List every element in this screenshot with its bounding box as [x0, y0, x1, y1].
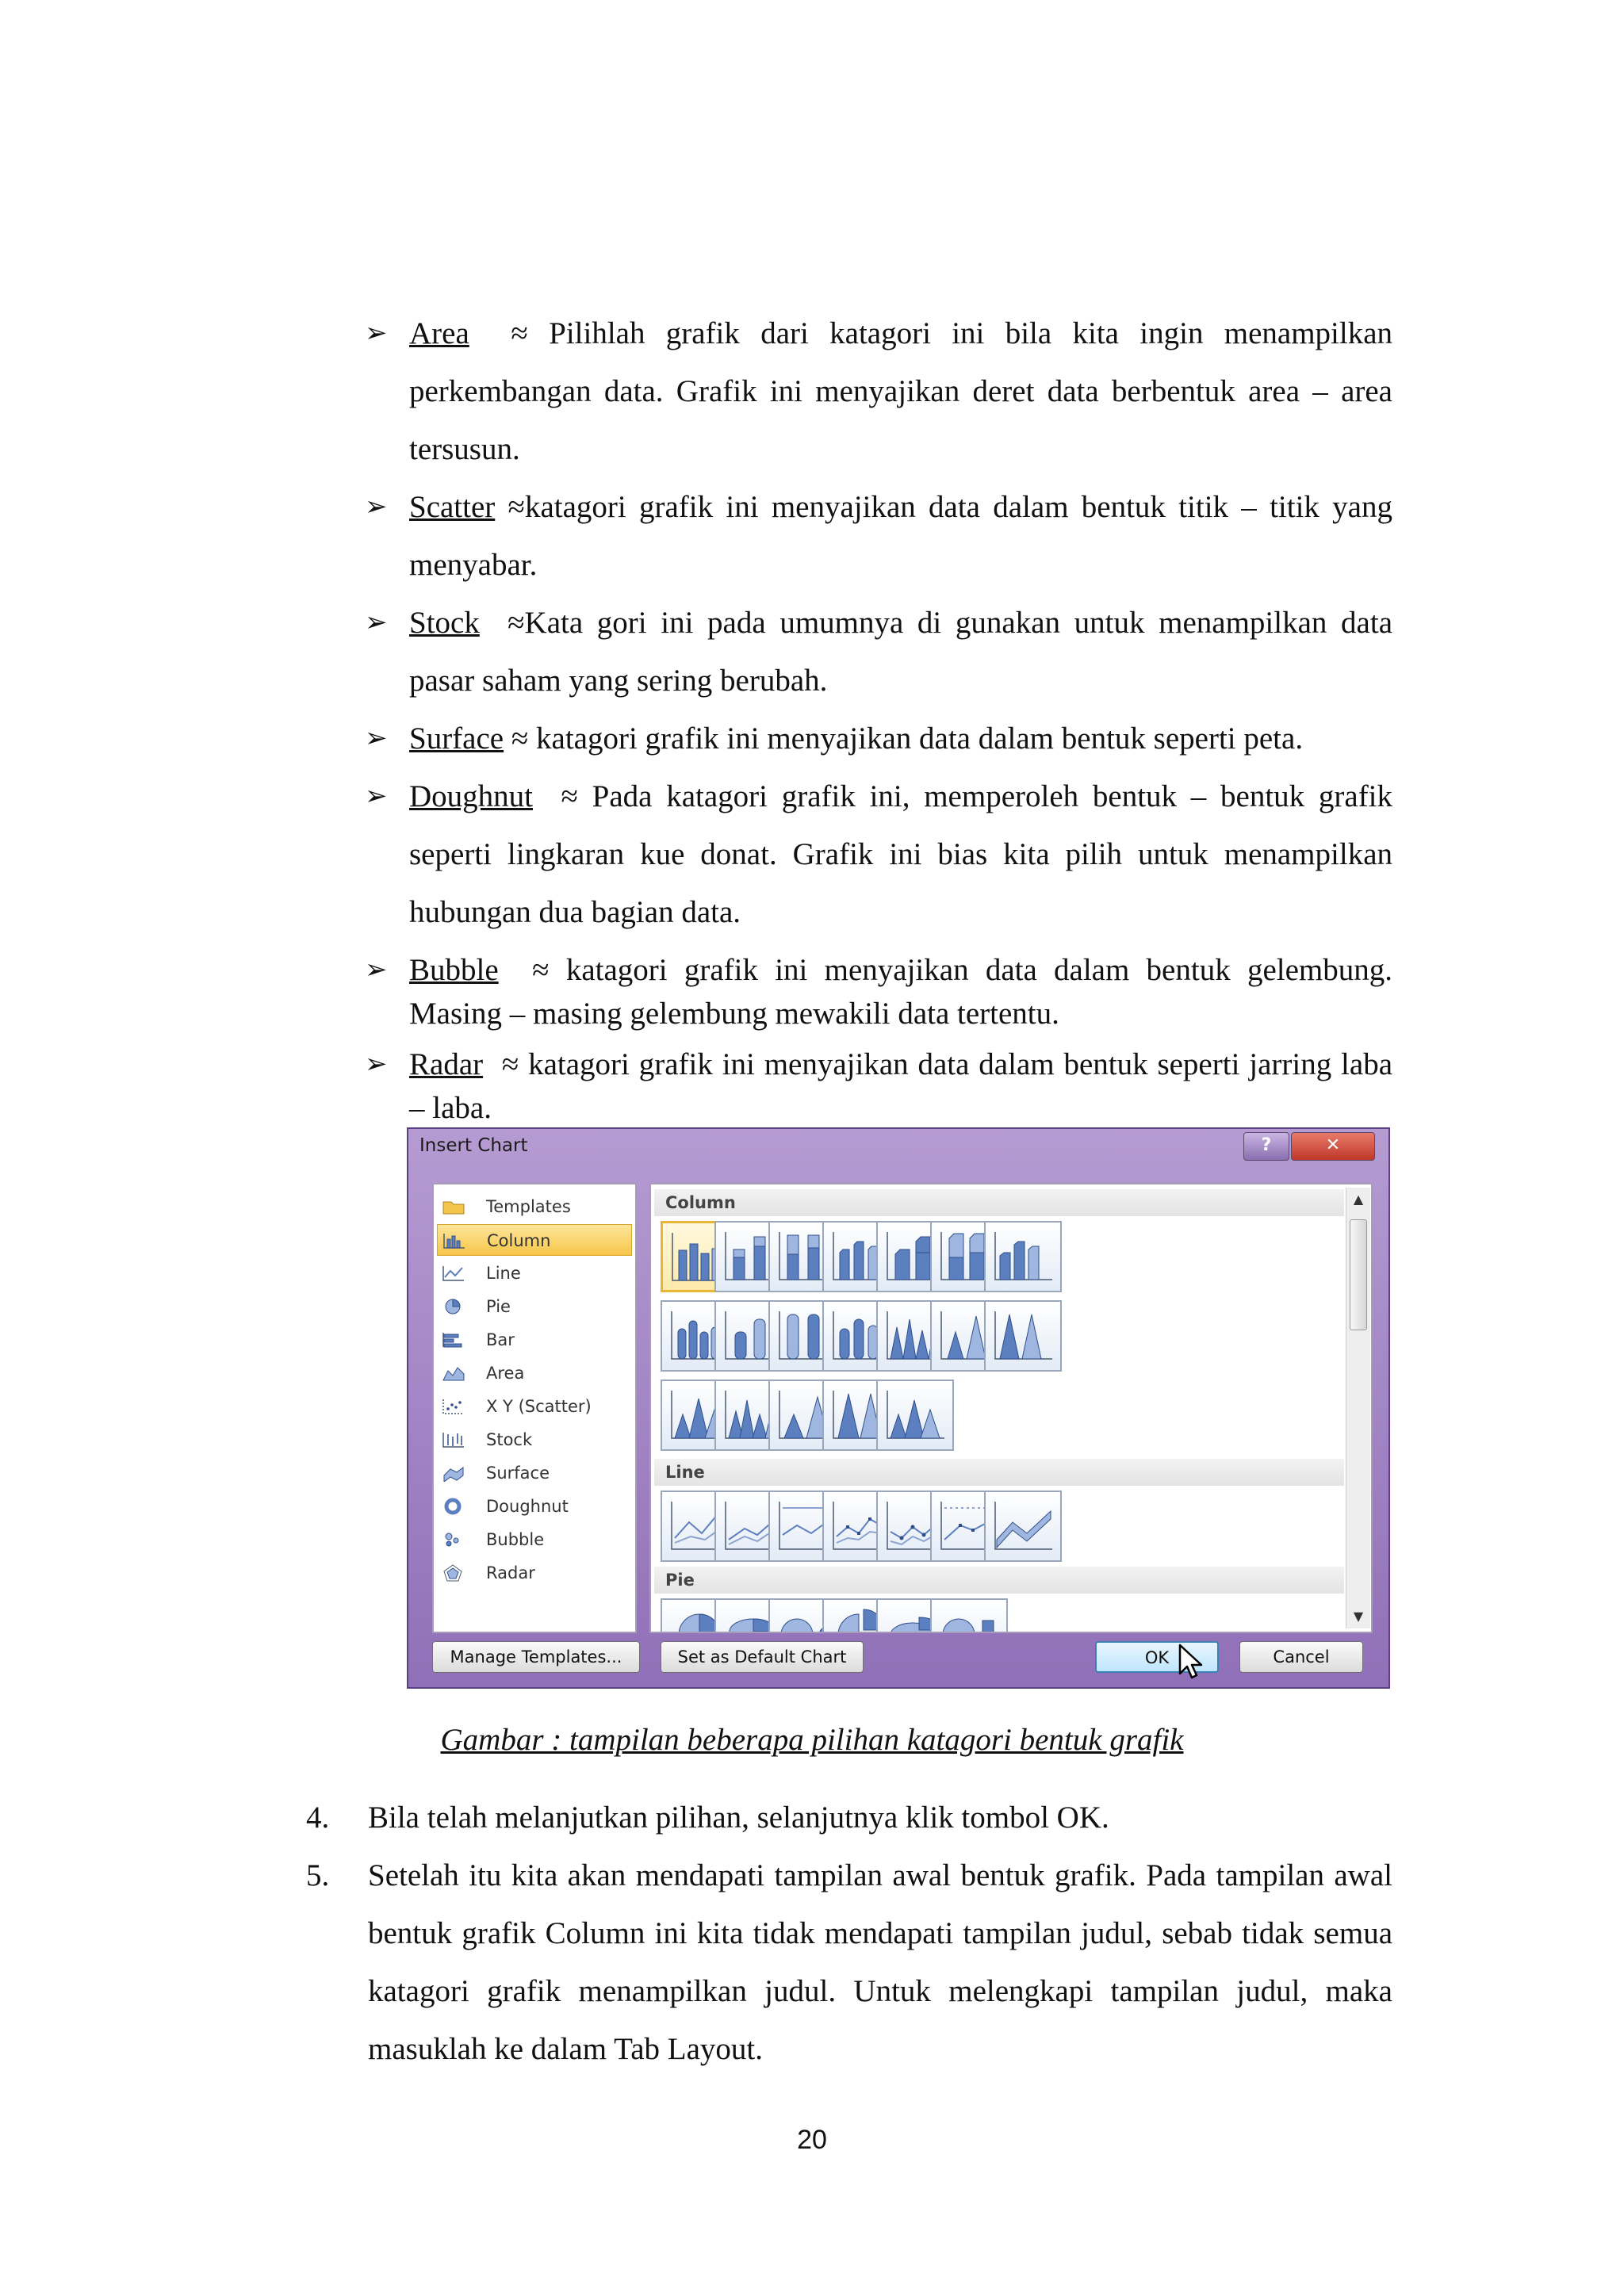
step-text: Bila telah melanjutkan pilihan, selanjutnya klik tombol OK.: [368, 1800, 1109, 1835]
chart-subtype-gallery: [649, 1183, 1373, 1633]
approx-symbol: ≈: [532, 953, 550, 987]
folder-icon: [442, 1198, 465, 1215]
doughnut-chart-icon: [442, 1498, 465, 1515]
category-templates[interactable]: [437, 1191, 632, 1223]
list-item-doughnut: [365, 767, 1392, 941]
list-item-bubble: [365, 948, 1392, 1035]
term-stock: Stock: [409, 606, 480, 640]
insert-chart-dialog: [407, 1127, 1390, 1689]
scroll-thumb[interactable]: [1350, 1219, 1367, 1330]
category-label: Column: [487, 1231, 551, 1250]
list-item-radar: [365, 1043, 1392, 1130]
category-scatter[interactable]: [437, 1391, 632, 1422]
description-doughnut: Pada katagori grafik ini, memperoleh bentuk – bentuk grafik seperti lingkaran kue donat. Grafik ini bias kita pilih untuk menampilkan hubungan dua bagian data.: [409, 779, 1393, 929]
category-bubble[interactable]: [437, 1524, 632, 1556]
thumb-bar-of-pie[interactable]: [930, 1598, 1008, 1633]
thumb-3d-line[interactable]: [984, 1490, 1062, 1562]
category-label: Bubble: [486, 1530, 545, 1549]
scroll-down-icon[interactable]: ▼: [1353, 1609, 1364, 1624]
term-area: Area: [409, 316, 469, 350]
category-label: Line: [486, 1264, 521, 1283]
numbered-steps: [306, 1789, 1392, 2078]
bullet-arrow-icon: ➢: [365, 954, 388, 985]
chart-type-list: [365, 304, 1392, 1130]
section-header-line: Line: [654, 1459, 1344, 1486]
section-header-column: Column: [654, 1189, 1344, 1216]
category-area[interactable]: [437, 1357, 632, 1389]
cancel-button[interactable]: Cancel: [1239, 1641, 1363, 1673]
category-label: X Y (Scatter): [486, 1397, 592, 1416]
area-chart-icon: [442, 1364, 465, 1382]
thumb-100-stacked-cone[interactable]: [984, 1300, 1062, 1372]
help-button[interactable]: ?: [1243, 1132, 1289, 1161]
bar-chart-icon: [442, 1331, 465, 1349]
step-item: [306, 1789, 1392, 1846]
step-number: 5.: [306, 1858, 330, 1892]
category-stock[interactable]: [437, 1424, 632, 1456]
description-area: Pilihlah grafik dari katagori ini bila kita ingin menampilkan perkembangan data. Grafik ini menyajikan deret data berbentuk area – area tersusun.: [409, 316, 1393, 466]
bullet-arrow-icon: ➢: [365, 1048, 388, 1080]
bullet-arrow-icon: ➢: [365, 317, 388, 349]
approx-symbol: ≈: [501, 1047, 519, 1081]
description-radar: katagori grafik ini menyajikan data dalam bentuk seperti jarring laba – laba.: [409, 1047, 1393, 1125]
mouse-cursor-icon: [1178, 1643, 1205, 1681]
close-button[interactable]: ✕: [1291, 1132, 1375, 1161]
list-item-stock: [365, 594, 1392, 710]
dialog-title: Insert Chart: [419, 1135, 528, 1156]
list-item-scatter: [365, 478, 1392, 594]
surface-chart-icon: [442, 1464, 465, 1482]
figure-caption: Gambar : tampilan beberapa pilihan katagori bentuk grafik: [440, 1723, 1184, 1757]
category-list: [432, 1183, 637, 1633]
category-label: Radar: [486, 1563, 535, 1582]
category-label: Doughnut: [486, 1497, 569, 1516]
description-stock: Kata gori ini pada umumnya di gunakan untuk menampilkan data pasar saham yang sering berubah.: [409, 606, 1393, 698]
term-bubble: Bubble: [409, 953, 499, 987]
category-surface[interactable]: [437, 1457, 632, 1489]
approx-symbol: ≈: [561, 779, 578, 813]
approx-symbol: ≈: [508, 606, 525, 640]
gallery-scrollbar[interactable]: [1346, 1188, 1370, 1628]
category-label: Stock: [486, 1430, 533, 1449]
line-chart-icon: [442, 1265, 465, 1282]
approx-symbol: ≈: [508, 490, 525, 524]
category-pie[interactable]: [437, 1291, 632, 1322]
term-surface: Surface: [409, 721, 504, 756]
category-label: Bar: [486, 1330, 515, 1349]
category-label: Area: [486, 1364, 525, 1383]
bullet-arrow-icon: ➢: [365, 780, 388, 812]
approx-symbol: ≈: [511, 316, 528, 350]
step-item: [306, 1846, 1392, 2078]
scatter-chart-icon: [442, 1398, 465, 1415]
stock-chart-icon: [442, 1431, 465, 1448]
list-item-area: [365, 304, 1392, 478]
description-scatter: katagori grafik ini menyajikan data dalam bentuk titik – titik yang menyabar.: [409, 490, 1392, 582]
approx-symbol: ≈: [511, 721, 529, 756]
category-doughnut[interactable]: [437, 1490, 632, 1522]
category-column[interactable]: [437, 1224, 632, 1256]
thumb-3d-pyramid[interactable]: [876, 1380, 954, 1451]
manage-templates-button[interactable]: Manage Templates...: [432, 1641, 640, 1673]
category-line[interactable]: [437, 1257, 632, 1289]
description-bubble: katagori grafik ini menyajikan data dalam bentuk gelembung. Masing – masing gelembung mewakili data tertentu.: [409, 953, 1392, 1031]
bullet-arrow-icon: ➢: [365, 607, 388, 638]
term-radar: Radar: [409, 1047, 484, 1081]
category-radar[interactable]: [437, 1557, 632, 1589]
category-label: Pie: [486, 1297, 511, 1316]
scroll-up-icon[interactable]: ▲: [1353, 1192, 1364, 1207]
page-number: 20: [797, 2125, 827, 2155]
term-scatter: Scatter: [409, 490, 496, 524]
bullet-arrow-icon: ➢: [365, 491, 388, 522]
list-item-surface: [365, 710, 1392, 767]
category-label: Templates: [486, 1197, 571, 1216]
pie-chart-icon: [442, 1298, 465, 1315]
set-default-chart-button[interactable]: Set as Default Chart: [661, 1641, 864, 1673]
category-bar[interactable]: [437, 1324, 632, 1356]
bubble-chart-icon: [442, 1531, 465, 1548]
thumb-3d-column[interactable]: [984, 1221, 1062, 1292]
category-label: Surface: [486, 1464, 550, 1483]
description-surface: katagori grafik ini menyajikan data dalam bentuk seperti peta.: [536, 721, 1304, 756]
ok-button[interactable]: OK: [1095, 1641, 1219, 1673]
radar-chart-icon: [442, 1564, 465, 1582]
column-chart-icon: [442, 1232, 466, 1249]
section-header-pie: Pie: [654, 1567, 1344, 1594]
term-doughnut: Doughnut: [409, 779, 533, 813]
step-text: Setelah itu kita akan mendapati tampilan awal bentuk grafik. Pada tampilan awal bentuk grafik Column ini kita tidak mendapati tampilan judul, sebab tidak semua katagori grafik menampilkan judul. Untuk melengkapi tampilan judul, maka masuklah ke dalam Tab Layout.: [368, 1858, 1392, 2066]
bullet-arrow-icon: ➢: [365, 722, 388, 754]
step-number: 4.: [306, 1800, 330, 1835]
